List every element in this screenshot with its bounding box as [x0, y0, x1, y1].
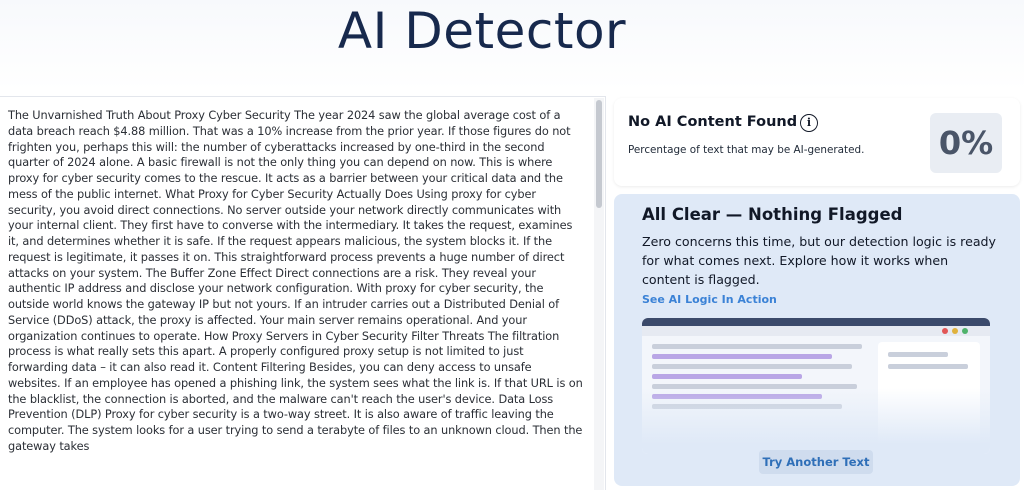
preview-dot [942, 328, 948, 334]
text-input-panel[interactable] [0, 96, 606, 490]
see-ai-logic-link[interactable]: See AI Logic In Action [642, 293, 777, 306]
preview-dot [952, 328, 958, 334]
all-clear-card [614, 194, 1020, 486]
preview-line [652, 354, 832, 359]
preview-image [642, 318, 990, 454]
preview-line [888, 364, 968, 369]
text-scrollbar-thumb[interactable] [596, 100, 602, 208]
result-subtitle: Percentage of text that may be AI-generated. [628, 144, 865, 156]
preview-toolbar [642, 326, 990, 336]
preview-line [652, 364, 852, 369]
info-icon[interactable]: i [800, 114, 818, 132]
preview-line [652, 374, 802, 379]
preview-line [888, 352, 948, 357]
ai-percentage: 0% [930, 113, 1002, 173]
preview-line [652, 344, 862, 349]
try-another-text-button[interactable]: Try Another Text [759, 450, 873, 474]
page-title: AI Detector [337, 2, 627, 60]
preview-window-bar [642, 318, 990, 326]
input-text[interactable]: The Unvarnished Truth About Proxy Cyber Security The year 2024 saw the global average cost of a data breach reach $4.88 million. That was a 10% increase from the prior year. If those figures do not frighten you, perhaps this will: the number of cyberattacks increased by one-third in the second quarter of 2024 alone. A basic firewall is not the only thing you can depend on now. This is where proxy for cyber security comes to the rescue. It acts as a barrier between your critical data and the mess of the public internet. What Proxy for Cyber Security Actually Does Using proxy for cyber security, you avoid direct connections. No server outside your network directly communicates with your internal client. They first have to converse with the intermediary. It takes the request, examines it, and determines whether it is safe. If the request appears malicious, the system blocks it. If the request is legitimate, it passes it on. This straightforward process prevents a huge number of direct attacks on your system. The Buffer Zone Effect Direct connections are a risk. They reveal your authentic IP address and disclose your network configuration. With proxy for cyber security, the outside world knows the gateway IP but not yours. If an intruder carries out a Distributed Denial of Service (DDoS) attack, the proxy is affected. Your main server remains operational. And your organization continues to operate. How Proxy Servers in Cyber Security Filter Threats The filtration process is what really sets this apart. A properly configured proxy setup is not limited to just forwarding data – it can also read it. Content Filtering Besides, you can deny access to unsafe websites. If an employee has opened a phishing link, the system sees what the link is. If that URL is on the blacklist, the connection is aborted, and the malware can't reach the user's device. Data Loss Prevention (DLP) Proxy for cyber security is a two-way street. It is also aware of traffic leaving the computer. The system looks for a user trying to send a terabyte of files to an unknown cloud. Then the gateway takes [8, 108, 583, 453]
all-clear-description: Zero concerns this time, but our detection logic is ready for what comes next. Explore how it works when content is flagged. [642, 234, 996, 287]
result-title: No AI Content Found [628, 114, 798, 130]
preview-dot [962, 328, 968, 334]
preview-fade [642, 388, 990, 454]
result-card [614, 98, 1020, 186]
all-clear-title: All Clear — Nothing Flagged [642, 205, 903, 224]
